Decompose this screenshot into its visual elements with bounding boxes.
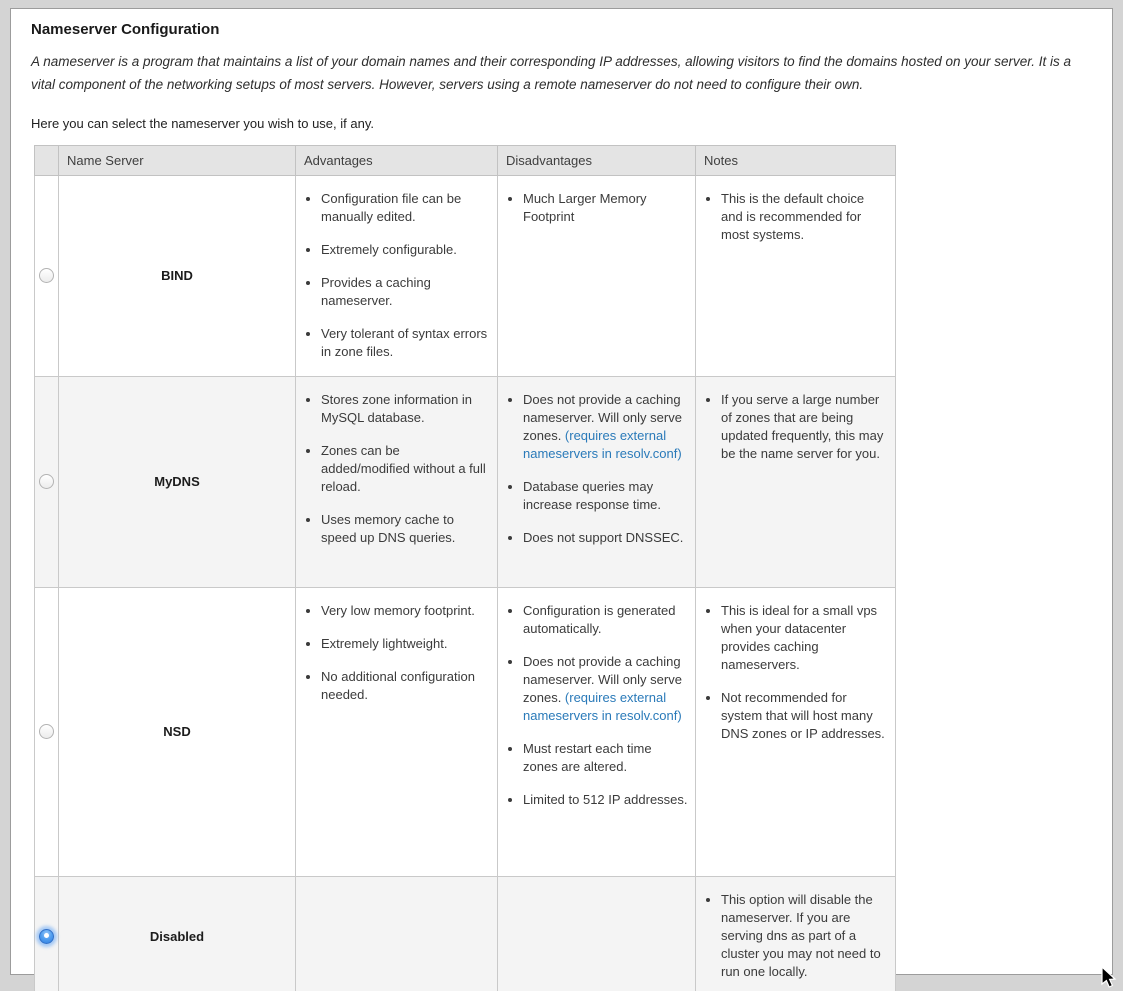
resolv-conf-link[interactable]: (requires external nameservers in resolv.conf): [523, 690, 682, 723]
notes-cell-bind: [696, 176, 896, 377]
notes-item: • This option will disable the nameserver. If you are serving dns as part of a cluster you may not need to run one locally.: [721, 891, 889, 981]
disadvantages-cell-disabled: [498, 877, 696, 991]
header-notes: Notes: [696, 146, 896, 176]
advantages-cell-disabled: [296, 877, 498, 991]
disadvantages-cell-mydns: [498, 377, 696, 588]
notes-cell-mydns: [696, 377, 896, 588]
notes-item: • This is ideal for a small vps when your datacenter provides caching nameservers.: [721, 602, 889, 674]
select-prompt: Here you can select the nameserver you wish to use, if any.: [31, 116, 374, 131]
disadvantages-list: [498, 602, 689, 809]
nameserver-table-body: [35, 176, 896, 991]
table-row-disabled: [35, 877, 896, 991]
advantages-list: [296, 602, 491, 704]
disadvantages-item: • Database queries may increase response time.: [523, 478, 689, 514]
name-cell-bind: [59, 176, 296, 377]
advantages-cell-mydns: [296, 377, 498, 588]
nameserver-name-label: BIND: [161, 268, 193, 283]
header-advantages: Advantages: [296, 146, 498, 176]
nameserver-configuration-panel: [10, 8, 1113, 979]
disadvantages-cell-nsd: [498, 588, 696, 877]
header-radio-column: [35, 146, 59, 176]
name-cell-mydns: [59, 377, 296, 588]
name-cell-disabled: [59, 877, 296, 991]
notes-list: [696, 391, 889, 463]
advantages-item: • Very low memory footprint.: [321, 602, 491, 620]
radio-cell-disabled: [35, 877, 59, 991]
radio-disabled[interactable]: [39, 929, 54, 944]
radio-cell-mydns: [35, 377, 59, 588]
radio-selected-dot: [44, 933, 49, 938]
name-cell-nsd: [59, 588, 296, 877]
notes-item: • If you serve a large number of zones that are being updated frequently, this may be the name server for you.: [721, 391, 889, 463]
nameserver-name-label: NSD: [163, 724, 191, 739]
advantages-list: [296, 190, 491, 361]
advantages-item: • Provides a caching nameserver.: [321, 274, 491, 310]
notes-list: [696, 190, 889, 244]
disadvantages-item: • Configuration is generated automatically.: [523, 602, 689, 638]
notes-cell-disabled: [696, 877, 896, 991]
disadvantages-item: • Must restart each time zones are altered.: [523, 740, 689, 776]
header-disadvantages: Disadvantages: [498, 146, 696, 176]
intro-text: A nameserver is a program that maintains a list of your domain names and their corresponding IP addresses, allowing visitors to find the domains hosted on your server. It is a vital component of the networking setups of most servers. However, servers using a remote nameserver do not need to configure their own.: [31, 54, 1072, 92]
advantages-item: • Extremely configurable.: [321, 241, 491, 259]
nameserver-name-label: Disabled: [149, 928, 205, 944]
radio-mydns[interactable]: [39, 474, 54, 489]
radio-bind[interactable]: [39, 268, 54, 283]
radio-cell-bind: [35, 176, 59, 377]
table-row-mydns: [35, 377, 896, 588]
resolv-conf-link[interactable]: (requires external nameservers in resolv.conf): [523, 428, 682, 461]
disadvantages-item: • Does not support DNSSEC.: [523, 529, 689, 547]
advantages-cell-nsd: [296, 588, 498, 877]
advantages-item: • Uses memory cache to speed up DNS queries.: [321, 511, 491, 547]
notes-item: • Not recommended for system that will host many DNS zones or IP addresses.: [721, 689, 889, 743]
notes-list: [696, 891, 889, 981]
advantages-item: • Configuration file can be manually edited.: [321, 190, 491, 226]
table-row-nsd: [35, 588, 896, 877]
disadvantages-item: • Much Larger Memory Footprint: [523, 190, 689, 226]
radio-cell-nsd: [35, 588, 59, 877]
nameserver-name-label: MyDNS: [154, 474, 200, 489]
disadvantages-item: • Does not provide a caching nameserver. Will only serve zones. (requires external nameservers in resolv.conf): [523, 391, 689, 463]
header-name-server: Name Server: [59, 146, 296, 176]
notes-list: [696, 602, 889, 743]
advantages-cell-bind: [296, 176, 498, 377]
disadvantages-item: • Does not provide a caching nameserver. Will only serve zones. (requires external nameservers in resolv.conf): [523, 653, 689, 725]
table-row-bind: [35, 176, 896, 377]
radio-nsd[interactable]: [39, 724, 54, 739]
advantages-item: • Zones can be added/modified without a full reload.: [321, 442, 491, 496]
disadvantages-cell-bind: [498, 176, 696, 377]
disadvantages-list: [498, 190, 689, 226]
advantages-item: • Stores zone information in MySQL database.: [321, 391, 491, 427]
disadvantages-list: [498, 391, 689, 547]
notes-item: • This is the default choice and is recommended for most systems.: [721, 190, 889, 244]
page-title: Nameserver Configuration: [31, 21, 220, 38]
advantages-list: [296, 391, 491, 547]
notes-cell-nsd: [696, 588, 896, 877]
nameserver-table: [34, 145, 896, 991]
advantages-item: • Extremely lightweight.: [321, 635, 491, 653]
advantages-item: • No additional configuration needed.: [321, 668, 491, 704]
advantages-item: • Very tolerant of syntax errors in zone files.: [321, 325, 491, 361]
disadvantages-item: • Limited to 512 IP addresses.: [523, 791, 689, 809]
table-header-row: [35, 146, 896, 176]
